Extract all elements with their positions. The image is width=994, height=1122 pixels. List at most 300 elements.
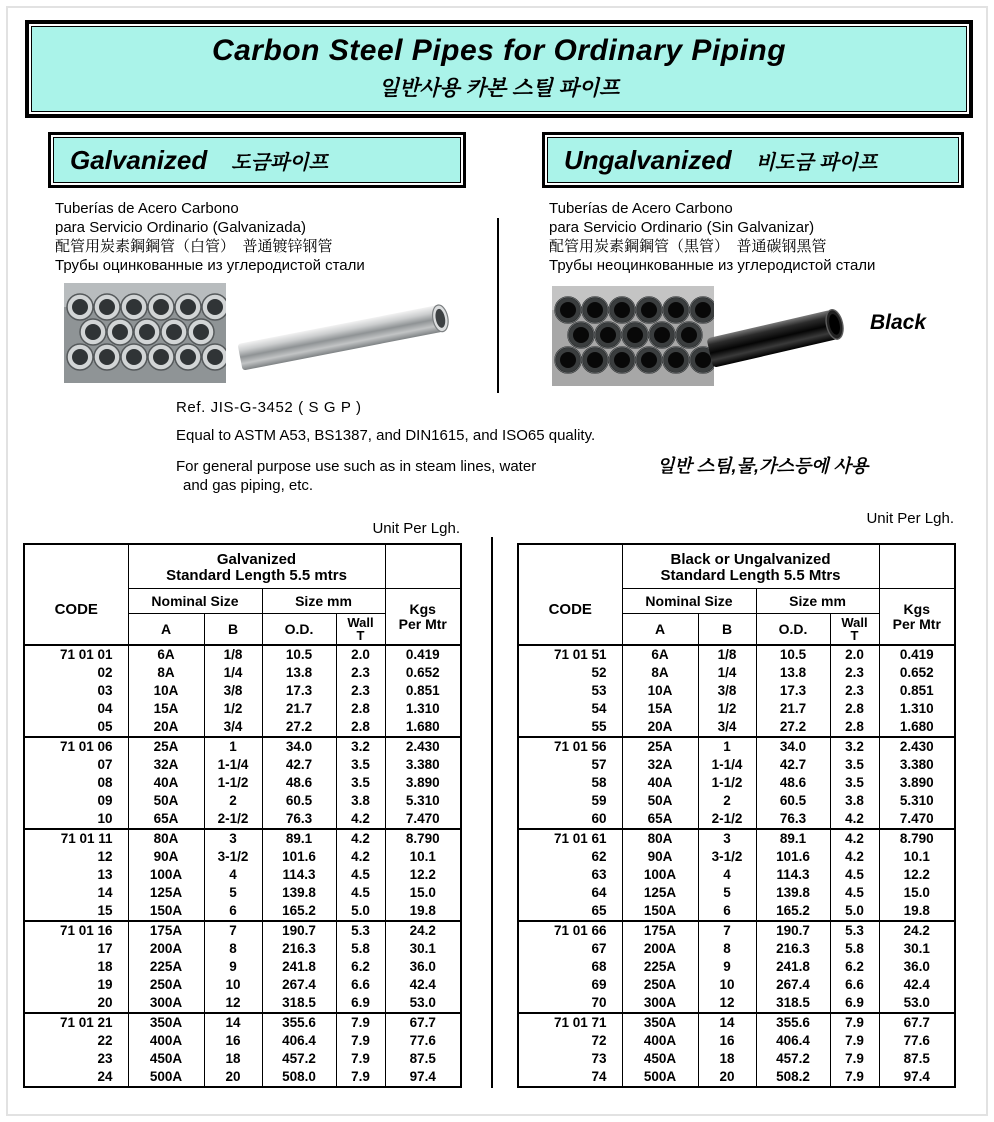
nominal-a-cell: 32A <box>622 756 698 774</box>
spec-row <box>518 866 955 884</box>
wall-cell: 2.0 <box>830 645 879 664</box>
wall-cell: 5.0 <box>830 902 879 921</box>
nominal-b-cell: 1 <box>204 737 262 756</box>
od-cell: 190.7 <box>262 921 336 940</box>
nominal-b-cell: 3-1/2 <box>698 848 756 866</box>
spec-row <box>24 810 461 829</box>
code-cell: 68 <box>518 958 622 976</box>
code-cell: 03 <box>24 682 128 700</box>
col-od-header: O.D. <box>756 614 830 646</box>
black-single-pipe-photo <box>706 289 854 390</box>
wall-cell: 5.8 <box>336 940 385 958</box>
nominal-b-cell: 1/2 <box>204 700 262 718</box>
kgs-cell: 2.430 <box>879 737 955 756</box>
desc-line-spanish-1: Tuberías de Acero Carbono <box>549 200 733 217</box>
nominal-b-cell: 18 <box>204 1050 262 1068</box>
black-table-wrap <box>517 543 954 1088</box>
nominal-a-cell: 250A <box>622 976 698 994</box>
nominal-size-header: Nominal Size <box>128 589 262 614</box>
code-cell: 19 <box>24 976 128 994</box>
od-cell: 114.3 <box>262 866 336 884</box>
kgs-per-mtr-header: Kgs Per Mtr <box>385 589 461 646</box>
kgs-cell: 77.6 <box>385 1032 461 1050</box>
galvanized-title-korean: 도금파이프 <box>231 151 328 174</box>
kgs-cell: 87.5 <box>879 1050 955 1068</box>
spec-row <box>24 700 461 718</box>
spec-row <box>24 664 461 682</box>
od-cell: 101.6 <box>262 848 336 866</box>
od-cell: 89.1 <box>756 829 830 848</box>
code-cell: 14 <box>24 884 128 902</box>
spec-row-group <box>24 921 461 1013</box>
spec-row <box>24 829 461 848</box>
nominal-b-cell: 3/8 <box>698 682 756 700</box>
purpose-korean: 일반 스팀,물,가스등에 사용 <box>657 456 869 476</box>
nominal-b-cell: 4 <box>204 866 262 884</box>
nominal-b-cell: 2 <box>204 792 262 810</box>
spec-row <box>518 1032 955 1050</box>
nominal-b-cell: 1-1/4 <box>698 756 756 774</box>
nominal-a-cell: 150A <box>622 902 698 921</box>
spec-row <box>518 664 955 682</box>
table-title-header <box>128 544 385 589</box>
galvanized-spec-table <box>23 543 462 1088</box>
table-header <box>24 544 461 645</box>
code-cell: 69 <box>518 976 622 994</box>
wall-cell: 3.8 <box>830 792 879 810</box>
spec-row <box>518 737 955 756</box>
kgs-cell: 8.790 <box>385 829 461 848</box>
code-cell: 09 <box>24 792 128 810</box>
desc-line-chinese: 配管用炭素鋼鋼管（白管） 普通镀锌钢管 <box>55 238 333 255</box>
kgs-cell: 1.310 <box>385 700 461 718</box>
nominal-b-cell: 9 <box>698 958 756 976</box>
code-cell: 60 <box>518 810 622 829</box>
kgs-cell: 0.652 <box>879 664 955 682</box>
od-cell: 508.0 <box>262 1068 336 1087</box>
kgs-cell: 67.7 <box>385 1013 461 1032</box>
code-cell: 71 01 06 <box>24 737 128 756</box>
empty-header-cell <box>385 544 461 589</box>
spec-row <box>518 829 955 848</box>
od-cell: 114.3 <box>756 866 830 884</box>
kgs-cell: 24.2 <box>879 921 955 940</box>
nominal-b-cell: 8 <box>204 940 262 958</box>
od-cell: 457.2 <box>262 1050 336 1068</box>
od-cell: 60.5 <box>262 792 336 810</box>
nominal-a-cell: 200A <box>128 940 204 958</box>
kgs-cell: 5.310 <box>385 792 461 810</box>
wall-cell: 4.2 <box>336 848 385 866</box>
table-title-line1: Galvanized <box>216 551 297 568</box>
spec-row <box>518 1050 955 1068</box>
kgs-cell: 0.419 <box>385 645 461 664</box>
spec-row <box>24 774 461 792</box>
code-cell: 62 <box>518 848 622 866</box>
code-cell: 55 <box>518 718 622 737</box>
ungalvanized-section <box>547 137 959 275</box>
nominal-b-cell: 1/4 <box>698 664 756 682</box>
black-spec-table <box>517 543 956 1088</box>
kgs-cell: 2.430 <box>385 737 461 756</box>
code-cell: 02 <box>24 664 128 682</box>
code-cell: 07 <box>24 756 128 774</box>
nominal-b-cell: 3/8 <box>204 682 262 700</box>
code-cell: 71 01 56 <box>518 737 622 756</box>
wall-cell: 4.2 <box>336 829 385 848</box>
code-cell: 54 <box>518 700 622 718</box>
kgs-cell: 3.890 <box>385 774 461 792</box>
code-cell: 73 <box>518 1050 622 1068</box>
nominal-a-cell: 150A <box>128 902 204 921</box>
black-label: Black <box>870 311 927 334</box>
code-cell: 67 <box>518 940 622 958</box>
spec-row <box>24 1050 461 1068</box>
unit-per-lgh-label-right: Unit Per Lgh. <box>866 510 954 527</box>
wall-cell: 2.8 <box>336 718 385 737</box>
kgs-cell: 1.310 <box>879 700 955 718</box>
wall-cell: 6.6 <box>336 976 385 994</box>
col-b-header: B <box>698 614 756 646</box>
kgs-cell: 0.851 <box>385 682 461 700</box>
od-cell: 267.4 <box>262 976 336 994</box>
od-cell: 60.5 <box>756 792 830 810</box>
nominal-b-cell: 1/2 <box>698 700 756 718</box>
wall-cell: 4.5 <box>336 866 385 884</box>
wall-cell: 2.3 <box>336 682 385 700</box>
ref-purpose-line-2: and gas piping, etc. <box>183 477 314 494</box>
empty-header-cell <box>879 544 955 589</box>
kgs-cell: 1.680 <box>879 718 955 737</box>
code-cell: 71 01 11 <box>24 829 128 848</box>
spec-row-group <box>518 737 955 829</box>
kgs-cell: 3.890 <box>879 774 955 792</box>
col-od-header: O.D. <box>262 614 336 646</box>
ungalvanized-description <box>547 199 959 275</box>
wall-cell: 7.9 <box>830 1032 879 1050</box>
kgs-cell: 3.380 <box>385 756 461 774</box>
code-cell: 63 <box>518 866 622 884</box>
reference-block <box>176 399 595 494</box>
table-title-line1: Black or Ungalvanized <box>670 551 831 568</box>
kgs-cell: 87.5 <box>385 1050 461 1068</box>
kgs-cell: 0.419 <box>879 645 955 664</box>
nominal-a-cell: 80A <box>128 829 204 848</box>
spec-row <box>518 792 955 810</box>
code-cell: 58 <box>518 774 622 792</box>
galvanized-section-header <box>53 137 461 183</box>
spec-row <box>24 1013 461 1032</box>
ref-equivalents-line: Equal to ASTM A53, BS1387, and DIN1615, and ISO65 quality. <box>176 427 596 444</box>
wall-cell: 5.8 <box>830 940 879 958</box>
od-cell: 34.0 <box>262 737 336 756</box>
nominal-b-cell: 7 <box>698 921 756 940</box>
spec-row-group <box>24 737 461 829</box>
od-cell: 216.3 <box>756 940 830 958</box>
wall-cell: 4.2 <box>830 829 879 848</box>
spec-row <box>518 1068 955 1087</box>
nominal-b-cell: 6 <box>698 902 756 921</box>
kgs-cell: 30.1 <box>879 940 955 958</box>
code-cell: 71 01 21 <box>24 1013 128 1032</box>
nominal-a-cell: 65A <box>622 810 698 829</box>
kgs-cell: 15.0 <box>879 884 955 902</box>
tables-vertical-divider <box>491 537 493 1088</box>
code-cell: 52 <box>518 664 622 682</box>
code-cell: 57 <box>518 756 622 774</box>
spec-row <box>24 921 461 940</box>
nominal-a-cell: 300A <box>128 994 204 1013</box>
spec-row <box>24 718 461 737</box>
kgs-cell: 12.2 <box>879 866 955 884</box>
code-cell: 04 <box>24 700 128 718</box>
od-cell: 139.8 <box>262 884 336 902</box>
wall-cell: 3.5 <box>830 756 879 774</box>
nominal-b-cell: 8 <box>698 940 756 958</box>
nominal-b-cell: 12 <box>698 994 756 1013</box>
kgs-cell: 77.6 <box>879 1032 955 1050</box>
kgs-cell: 67.7 <box>879 1013 955 1032</box>
od-cell: 48.6 <box>756 774 830 792</box>
wall-cell: 4.5 <box>830 884 879 902</box>
galvanized-description <box>53 199 461 275</box>
code-cell: 71 01 71 <box>518 1013 622 1032</box>
code-cell: 74 <box>518 1068 622 1087</box>
spec-row <box>518 774 955 792</box>
galvanized-pipe-bundle-photo <box>64 283 226 388</box>
code-cell: 59 <box>518 792 622 810</box>
nominal-a-cell: 225A <box>128 958 204 976</box>
spec-row-group <box>518 1013 955 1087</box>
nominal-a-cell: 8A <box>622 664 698 682</box>
wall-cell: 2.8 <box>830 718 879 737</box>
nominal-a-cell: 225A <box>622 958 698 976</box>
nominal-a-cell: 10A <box>622 682 698 700</box>
nominal-b-cell: 14 <box>698 1013 756 1032</box>
od-cell: 48.6 <box>262 774 336 792</box>
ungalvanized-title-korean: 비도금 파이프 <box>755 151 878 174</box>
kgs-cell: 19.8 <box>879 902 955 921</box>
spec-row <box>24 976 461 994</box>
nominal-a-cell: 175A <box>128 921 204 940</box>
code-cell: 70 <box>518 994 622 1013</box>
od-cell: 10.5 <box>262 645 336 664</box>
spec-row <box>24 737 461 756</box>
nominal-a-cell: 125A <box>128 884 204 902</box>
col-wall-header: Wall T <box>830 614 879 646</box>
spec-row-group <box>24 645 461 737</box>
kgs-cell: 0.851 <box>879 682 955 700</box>
kgs-cell: 10.1 <box>385 848 461 866</box>
size-mm-header: Size mm <box>262 589 385 614</box>
table-title-line2: Standard Length 5.5 mtrs <box>166 567 347 584</box>
nominal-a-cell: 50A <box>128 792 204 810</box>
nominal-b-cell: 3 <box>698 829 756 848</box>
nominal-b-cell: 5 <box>204 884 262 902</box>
code-cell: 17 <box>24 940 128 958</box>
od-cell: 21.7 <box>262 700 336 718</box>
kgs-cell: 5.310 <box>879 792 955 810</box>
galvanized-table-wrap <box>23 543 460 1088</box>
spec-row <box>24 756 461 774</box>
nominal-a-cell: 15A <box>128 700 204 718</box>
code-cell: 20 <box>24 994 128 1013</box>
spec-row-group <box>518 921 955 1013</box>
od-cell: 34.0 <box>756 737 830 756</box>
od-cell: 89.1 <box>262 829 336 848</box>
wall-cell: 5.0 <box>336 902 385 921</box>
spec-row <box>24 902 461 921</box>
code-column-header: CODE <box>24 544 128 645</box>
od-cell: 10.5 <box>756 645 830 664</box>
nominal-a-cell: 25A <box>128 737 204 756</box>
code-cell: 13 <box>24 866 128 884</box>
kgs-cell: 0.652 <box>385 664 461 682</box>
kgs-cell: 53.0 <box>385 994 461 1013</box>
nominal-b-cell: 14 <box>204 1013 262 1032</box>
kgs-cell: 42.4 <box>385 976 461 994</box>
spec-row-group <box>24 1013 461 1087</box>
code-cell: 23 <box>24 1050 128 1068</box>
nominal-b-cell: 16 <box>698 1032 756 1050</box>
table-title-header <box>622 544 879 589</box>
spec-row <box>518 1013 955 1032</box>
wall-cell: 7.9 <box>830 1050 879 1068</box>
table-title-line2: Standard Length 5.5 Mtrs <box>660 567 841 584</box>
code-cell: 71 01 16 <box>24 921 128 940</box>
wall-cell: 6.2 <box>336 958 385 976</box>
wall-cell: 4.5 <box>830 866 879 884</box>
nominal-a-cell: 20A <box>622 718 698 737</box>
code-cell: 64 <box>518 884 622 902</box>
code-column-header: CODE <box>518 544 622 645</box>
nominal-a-cell: 40A <box>128 774 204 792</box>
wall-cell: 7.9 <box>336 1032 385 1050</box>
kgs-per-mtr-header: Kgs Per Mtr <box>879 589 955 646</box>
spec-row <box>518 700 955 718</box>
nominal-a-cell: 450A <box>622 1050 698 1068</box>
kgs-cell: 15.0 <box>385 884 461 902</box>
nominal-a-cell: 200A <box>622 940 698 958</box>
spec-row <box>24 994 461 1013</box>
code-cell: 71 01 66 <box>518 921 622 940</box>
code-cell: 71 01 01 <box>24 645 128 664</box>
nominal-b-cell: 4 <box>698 866 756 884</box>
wall-cell: 2.3 <box>830 682 879 700</box>
ref-standard-line: Ref. JIS-G-3452 ( S G P ) <box>176 399 362 416</box>
wall-cell: 5.3 <box>336 921 385 940</box>
code-cell: 12 <box>24 848 128 866</box>
spec-row <box>24 884 461 902</box>
wall-cell: 7.9 <box>336 1013 385 1032</box>
desc-line-chinese: 配管用炭素鋼鋼管（黒管） 普通碳钢黑管 <box>549 238 827 255</box>
unit-per-lgh-label-left: Unit Per Lgh. <box>372 520 460 537</box>
code-cell: 71 01 61 <box>518 829 622 848</box>
wall-cell: 7.9 <box>336 1050 385 1068</box>
ungalvanized-section-header <box>547 137 959 183</box>
galvanized-single-pipe-photo <box>228 286 466 391</box>
od-cell: 27.2 <box>756 718 830 737</box>
black-pipe-bundle-photo <box>552 286 714 391</box>
od-cell: 190.7 <box>756 921 830 940</box>
nominal-b-cell: 7 <box>204 921 262 940</box>
spec-row <box>518 756 955 774</box>
nominal-a-cell: 400A <box>128 1032 204 1050</box>
kgs-cell: 53.0 <box>879 994 955 1013</box>
wall-cell: 6.2 <box>830 958 879 976</box>
nominal-b-cell: 1/8 <box>204 645 262 664</box>
desc-line-russian: Трубы неоцинкованные из углеродистой стали <box>549 257 876 274</box>
code-cell: 15 <box>24 902 128 921</box>
spec-row <box>518 976 955 994</box>
kgs-cell: 36.0 <box>385 958 461 976</box>
nominal-b-cell: 9 <box>204 958 262 976</box>
spec-row <box>518 994 955 1013</box>
od-cell: 241.8 <box>756 958 830 976</box>
nominal-a-cell: 90A <box>622 848 698 866</box>
nominal-b-cell: 1 <box>698 737 756 756</box>
desc-line-spanish-2: para Servicio Ordinario (Galvanizada) <box>55 219 306 236</box>
wall-cell: 6.9 <box>830 994 879 1013</box>
nominal-a-cell: 40A <box>622 774 698 792</box>
nominal-a-cell: 6A <box>128 645 204 664</box>
col-a-header: A <box>622 614 698 646</box>
nominal-b-cell: 3/4 <box>698 718 756 737</box>
nominal-a-cell: 350A <box>128 1013 204 1032</box>
spec-row-group <box>518 829 955 921</box>
wall-cell: 4.2 <box>830 810 879 829</box>
nominal-a-cell: 100A <box>128 866 204 884</box>
od-cell: 318.5 <box>262 994 336 1013</box>
desc-line-spanish-1: Tuberías de Acero Carbono <box>55 200 239 217</box>
code-cell: 24 <box>24 1068 128 1087</box>
spec-row <box>518 848 955 866</box>
nominal-a-cell: 400A <box>622 1032 698 1050</box>
kgs-cell: 19.8 <box>385 902 461 921</box>
nominal-b-cell: 2 <box>698 792 756 810</box>
kgs-cell: 12.2 <box>385 866 461 884</box>
nominal-b-cell: 18 <box>698 1050 756 1068</box>
od-cell: 355.6 <box>756 1013 830 1032</box>
desc-line-russian: Трубы оцинкованные из углеродистой стали <box>55 257 365 274</box>
code-cell: 18 <box>24 958 128 976</box>
od-cell: 241.8 <box>262 958 336 976</box>
nominal-a-cell: 450A <box>128 1050 204 1068</box>
nominal-a-cell: 10A <box>128 682 204 700</box>
nominal-a-cell: 6A <box>622 645 698 664</box>
nominal-a-cell: 250A <box>128 976 204 994</box>
code-cell: 72 <box>518 1032 622 1050</box>
page-title-banner <box>31 26 967 112</box>
code-cell: 65 <box>518 902 622 921</box>
nominal-a-cell: 500A <box>128 1068 204 1087</box>
od-cell: 42.7 <box>262 756 336 774</box>
od-cell: 318.5 <box>756 994 830 1013</box>
kgs-cell: 97.4 <box>879 1068 955 1087</box>
spec-row <box>24 645 461 664</box>
col-a-header: A <box>128 614 204 646</box>
wall-cell: 4.2 <box>830 848 879 866</box>
od-cell: 21.7 <box>756 700 830 718</box>
spec-row <box>518 940 955 958</box>
nominal-a-cell: 350A <box>622 1013 698 1032</box>
nominal-b-cell: 1-1/2 <box>698 774 756 792</box>
nominal-b-cell: 12 <box>204 994 262 1013</box>
nominal-a-cell: 80A <box>622 829 698 848</box>
nominal-a-cell: 500A <box>622 1068 698 1087</box>
od-cell: 165.2 <box>262 902 336 921</box>
spec-row <box>24 1068 461 1087</box>
